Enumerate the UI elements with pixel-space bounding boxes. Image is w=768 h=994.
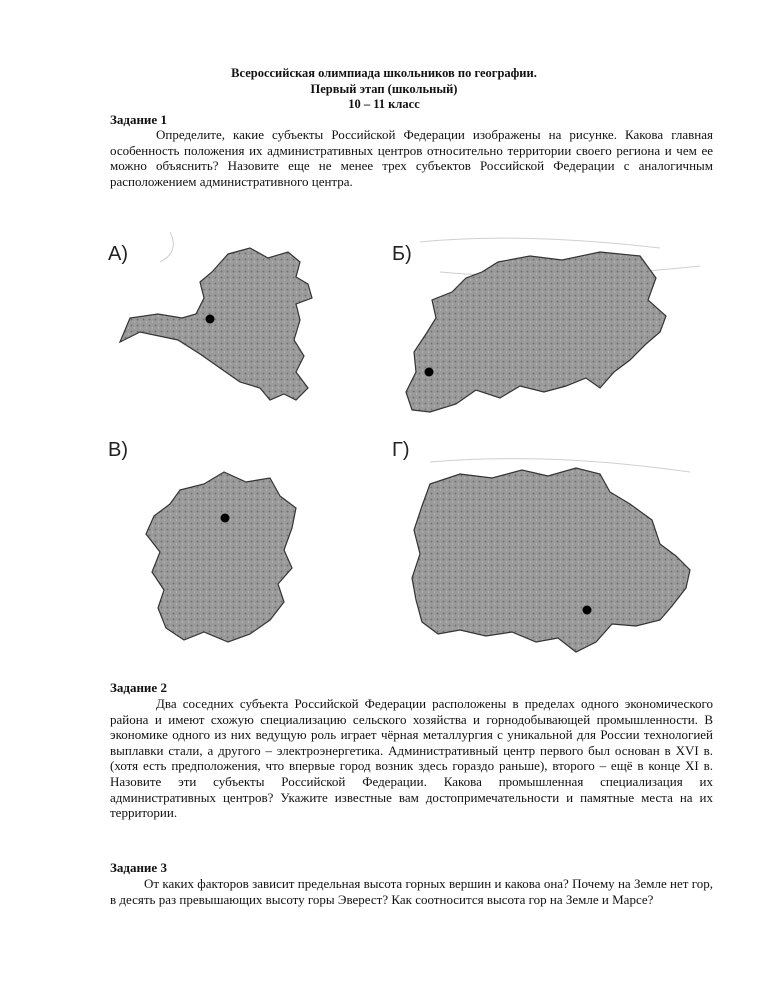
region-v	[108, 439, 296, 642]
task2-title: Задание 2	[110, 680, 167, 695]
capital-dot-a	[206, 315, 215, 324]
task1-title: Задание 1	[110, 112, 167, 127]
task3-title: Задание 3	[110, 860, 167, 875]
region-a	[108, 243, 312, 400]
task1-text: Определите, какие субъекты Российской Федерации изображены на рисунке. Какова главная особенность положения их административных центров относительно территории своего региона и чем ее можно объяснить? Назовите еще не менее трех субъектов Российской Федерации с аналогичным расположением административного центра.	[110, 127, 713, 189]
region-b	[392, 243, 666, 412]
header-line-1: Всероссийская олимпиада школьников по географии.	[231, 66, 537, 80]
regions-map-svg	[100, 222, 720, 674]
capital-dot-b	[425, 368, 434, 377]
label-a: А)	[108, 243, 128, 265]
task2-text: Два соседних субъекта Российской Федерации расположены в пределах одного экономического района и имеют схожую специализацию сельского хозяйства и горнодобывающей промышленности. В экономике одного из них ведущую роль играет чёрная металлургия с уникальной для России технологией выплавки стали, а другого – электроэнергетика. Административный центр первого был основан в XVI в. (хотя есть предположения, что впервые город возник здесь гораздо раньше), второго – ещё в конце XI в. Назовите эти субъекты Российской Федерации. Какова промышленная специализация их административных центров? Укажите известные вам достопримечательности и памятные места на их территории.	[110, 696, 713, 821]
label-g: Г)	[392, 439, 410, 461]
capital-dot-v	[221, 514, 230, 523]
region-g	[392, 439, 690, 652]
document-header	[0, 66, 768, 113]
regions-figure	[100, 222, 720, 674]
header-line-2: Первый этап (школьный)	[310, 81, 458, 96]
capital-dot-g	[583, 606, 592, 615]
label-b: Б)	[392, 243, 412, 265]
task3-text: От каких факторов зависит предельная высота горных вершин и какова она? Почему на Земле нет гор, в десять раз превышающих высоту горы Эверест? Как соотносится высота гор на Земле и Марсе?	[110, 876, 713, 907]
label-v: В)	[108, 439, 128, 461]
header-line-3: 10 – 11 класс	[348, 97, 420, 111]
